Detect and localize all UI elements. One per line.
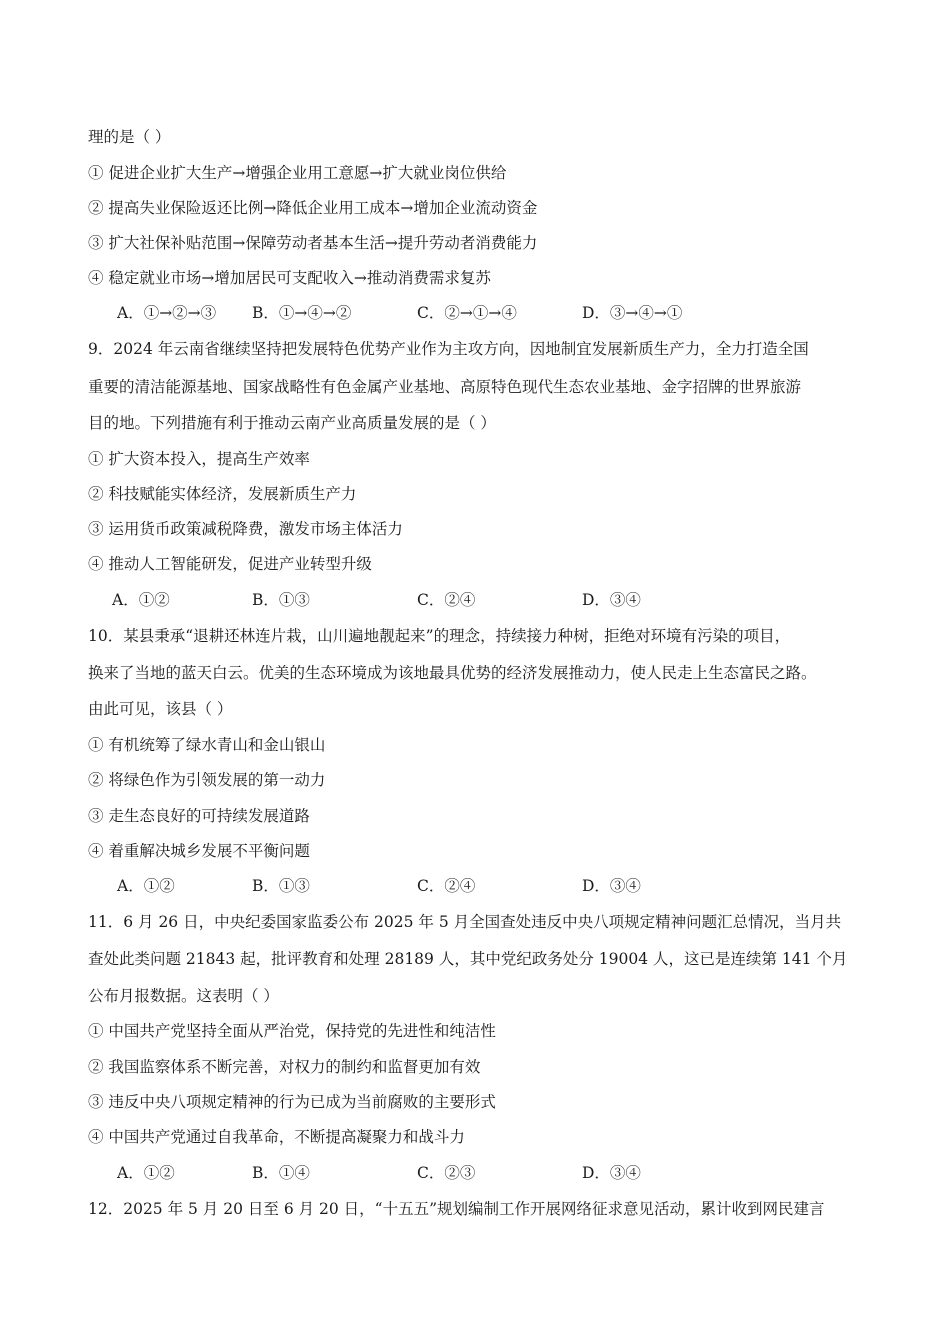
option-a: A．①② <box>117 1164 175 1182</box>
question-stem-line: 换来了当地的蓝天白云。优美的生态环境成为该地最具优势的经济发展推动力，使人民走上生态富民之路。 <box>88 664 817 682</box>
choice-item-4: ④ 着重解决城乡发展不平衡问题 <box>88 842 310 860</box>
option-a: A．①② <box>112 591 170 609</box>
question-stem-line: 9．2024 年云南省继续坚持把发展特色优势产业作为主攻方向，因地制宜发展新质生产力，全力打造全国 <box>88 340 809 358</box>
option-b: B．①③ <box>252 877 310 895</box>
option-c: C．②③ <box>417 1164 476 1182</box>
choice-item-2: ② 科技赋能实体经济，发展新质生产力 <box>88 485 357 503</box>
choice-item-4: ④ 中国共产党通过自我革命，不断提高凝聚力和战斗力 <box>88 1128 465 1146</box>
choice-item-4: ④ 稳定就业市场→增加居民可支配收入→推动消费需求复苏 <box>88 269 491 287</box>
choice-item-3: ③ 运用货币政策减税降费，激发市场主体活力 <box>88 520 403 538</box>
option-d: D．③→④→① <box>582 304 683 322</box>
question-stem-line: 12．2025 年 5 月 20 日至 6 月 20 日，“十五五”规划编制工作开展网络征求意见活动，累计收到网民建言 <box>88 1200 825 1218</box>
question-stem-line: 公布月报数据。这表明（ ） <box>88 987 279 1005</box>
question-stem-line: 目的地。下列措施有利于推动云南产业高质量发展的是（ ） <box>88 414 496 432</box>
answer-options <box>0 302 950 324</box>
question-stem-line: 理的是（ ） <box>88 128 171 146</box>
choice-item-1: ① 扩大资本投入，提高生产效率 <box>88 450 310 468</box>
option-c: C．②→①→④ <box>417 304 517 322</box>
option-c: C．②④ <box>417 591 476 609</box>
option-c: C．②④ <box>417 877 476 895</box>
choice-item-3: ③ 扩大社保补贴范围→保障劳动者基本生活→提升劳动者消费能力 <box>88 234 538 252</box>
option-a: A．①→②→③ <box>117 304 217 322</box>
choice-item-2: ② 我国监察体系不断完善，对权力的制约和监督更加有效 <box>88 1058 481 1076</box>
question-stem-line: 查处此类问题 21843 起，批评教育和处理 28189 人，其中党纪政务处分 19004 人，这已是连续第 141 个月 <box>88 950 848 968</box>
choice-item-1: ① 中国共产党坚持全面从严治党，保持党的先进性和纯洁性 <box>88 1022 496 1040</box>
choice-item-2: ② 将绿色作为引领发展的第一动力 <box>88 771 326 789</box>
question-stem-line: 10．某县秉承“退耕还林连片栽，山川遍地靓起来”的理念，持续接力种树，拒绝对环境有污染的项目， <box>88 627 791 645</box>
option-b: B．①→④→② <box>252 304 352 322</box>
choice-item-2: ② 提高失业保险返还比例→降低企业用工成本→增加企业流动资金 <box>88 199 538 217</box>
question-stem-line: 重要的清洁能源基地、国家战略性有色金属产业基地、高原特色现代生态农业基地、金字招牌的世界旅游 <box>88 378 802 396</box>
answer-options <box>0 1162 950 1184</box>
option-d: D．③④ <box>582 591 641 609</box>
option-b: B．①④ <box>252 1164 310 1182</box>
choice-item-3: ③ 走生态良好的可持续发展道路 <box>88 807 310 825</box>
choice-item-1: ① 有机统筹了绿水青山和金山银山 <box>88 736 326 754</box>
question-stem-line: 由此可见，该县（ ） <box>88 700 233 718</box>
question-stem-line: 11．6 月 26 日，中央纪委国家监委公布 2025 年 5 月全国查处违反中央八项规定精神问题汇总情况，当月共 <box>88 913 842 931</box>
choice-item-3: ③ 违反中央八项规定精神的行为已成为当前腐败的主要形式 <box>88 1093 496 1111</box>
option-b: B．①③ <box>252 591 310 609</box>
option-d: D．③④ <box>582 1164 641 1182</box>
answer-options <box>0 589 950 611</box>
choice-item-4: ④ 推动人工智能研发，促进产业转型升级 <box>88 555 372 573</box>
option-a: A．①② <box>117 877 175 895</box>
answer-options <box>0 875 950 897</box>
option-d: D．③④ <box>582 877 641 895</box>
choice-item-1: ① 促进企业扩大生产→增强企业用工意愿→扩大就业岗位供给 <box>88 164 507 182</box>
